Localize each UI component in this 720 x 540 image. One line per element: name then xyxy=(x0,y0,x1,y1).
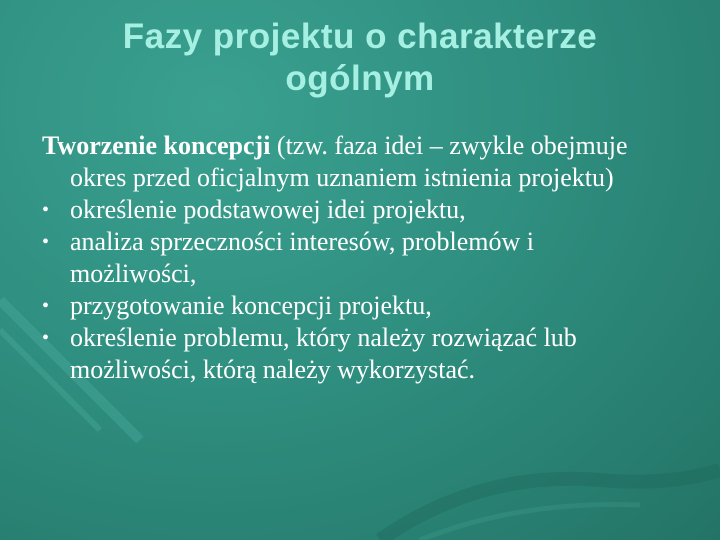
bullet-icon: • xyxy=(42,231,50,253)
bullet-icon: • xyxy=(42,199,50,221)
bullet-item xyxy=(42,290,662,322)
intro-text: (tzw. faza idei – zwykle obejmuje okres przed oficjalnym uznaniem istnienia projektu) xyxy=(70,131,628,192)
intro-heading: Tworzenie koncepcji xyxy=(42,131,271,160)
bullet-item xyxy=(42,322,662,386)
bullet-icon: • xyxy=(42,327,50,349)
intro-paragraph xyxy=(42,130,662,194)
slide-body xyxy=(42,130,662,386)
bullet-text: określenie podstawowej idei projektu, xyxy=(70,195,466,224)
slide-title xyxy=(20,16,700,100)
slide-title-line-2: ogólnym xyxy=(285,59,435,98)
bullet-list xyxy=(42,194,662,386)
bullet-item xyxy=(42,226,662,290)
bullet-text: określenie problemu, który należy rozwiązać lub możliwości, którą należy wykorzystać. xyxy=(70,323,577,384)
bullet-text: przygotowanie koncepcji projektu, xyxy=(70,291,432,320)
bullet-icon: • xyxy=(42,295,50,317)
bullet-text: analiza sprzeczności interesów, problemów i możliwości, xyxy=(70,227,534,288)
slide-title-line-1: Fazy projektu o charakterze xyxy=(122,17,598,56)
bullet-item xyxy=(42,194,662,226)
